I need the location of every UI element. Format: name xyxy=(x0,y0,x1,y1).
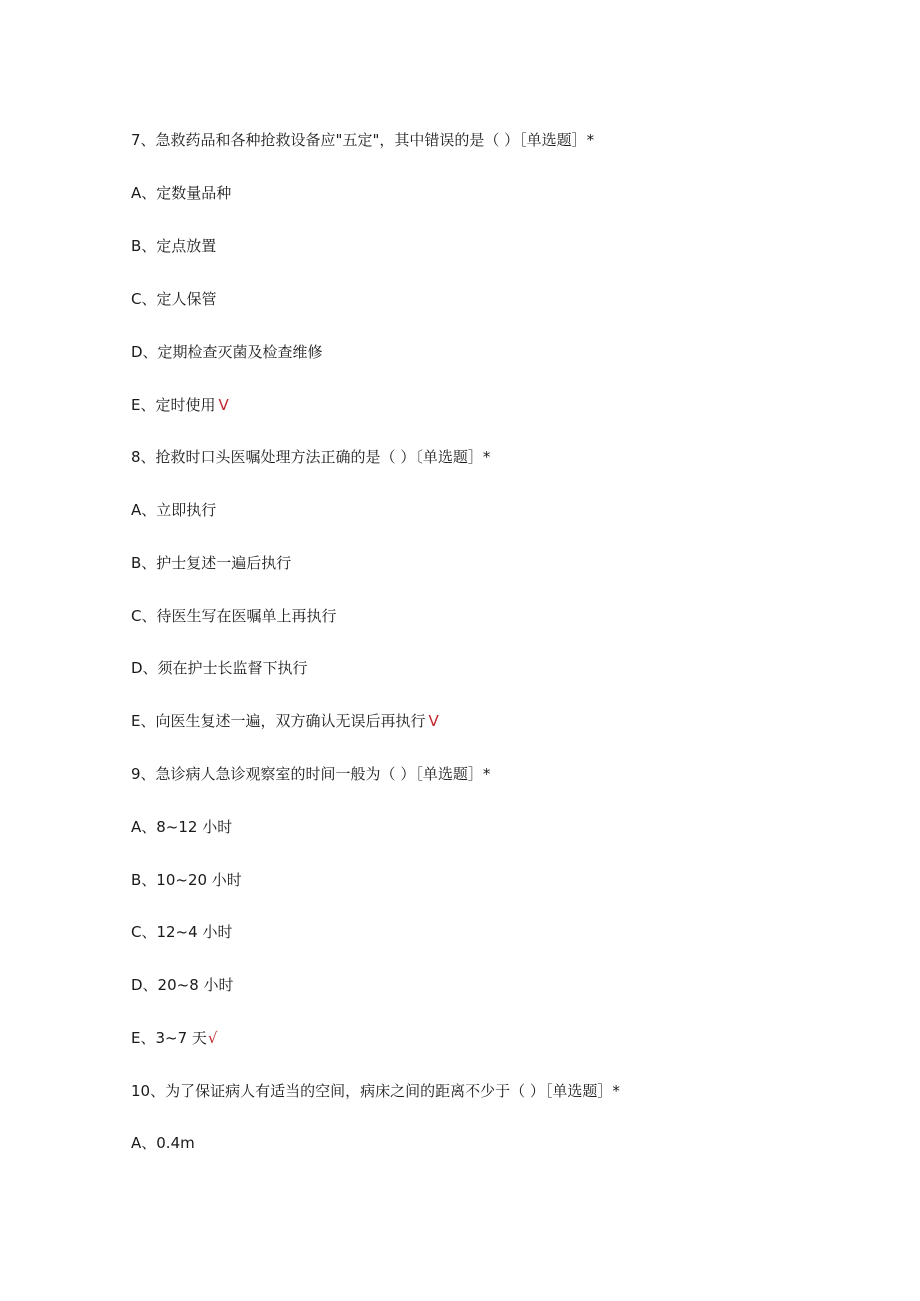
question-7-stem: 7、急救药品和各种抢救设备应"五定"，其中错误的是（ ）［单选题］* xyxy=(131,131,595,149)
question-9-option-d: D、20~8 小时 xyxy=(131,976,234,994)
question-9-option-e-text: E、3~7 天 xyxy=(131,1029,207,1047)
question-7-option-e xyxy=(131,393,229,417)
question-7-option-a: A、定数量品种 xyxy=(131,184,232,202)
question-7-option-c: C、定人保管 xyxy=(131,290,217,308)
question-9-option-c: C、12~4 小时 xyxy=(131,923,233,941)
question-8-stem: 8、抢救时口头医嘱处理方法正确的是（ ）〔单选题］* xyxy=(131,448,491,466)
question-8-option-e xyxy=(131,709,439,733)
question-7-option-b: B、定点放置 xyxy=(131,237,217,255)
answer-mark: √ xyxy=(207,1029,218,1047)
question-9-option-b: B、10~20 小时 xyxy=(131,871,242,889)
question-10-option-a: A、0.4m xyxy=(131,1134,195,1152)
question-8-option-a: A、立即执行 xyxy=(131,501,217,519)
question-9-option-a: A、8~12 小时 xyxy=(131,818,233,836)
question-7-option-e-text: E、定时使用 xyxy=(131,396,216,414)
question-9-option-e xyxy=(131,1026,217,1050)
question-7-option-d: D、定期检查灭菌及检查维修 xyxy=(131,343,323,361)
question-8-option-e-text: E、向医生复述一遍，双方确认无误后再执行 xyxy=(131,712,426,730)
answer-mark: V xyxy=(218,396,229,414)
answer-mark: V xyxy=(428,712,439,730)
question-8-option-b: B、护士复述一遍后执行 xyxy=(131,554,292,572)
question-9-stem: 9、急诊病人急诊观察室的时间一般为（ ）［单选题］* xyxy=(131,765,491,783)
question-10-stem: 10、为了保证病人有适当的空间，病床之间的距离不少于（ ）［单选题］* xyxy=(131,1082,620,1100)
question-8-option-c: C、待医生写在医嘱单上再执行 xyxy=(131,607,337,625)
question-8-option-d: D、须在护士长监督下执行 xyxy=(131,659,308,677)
